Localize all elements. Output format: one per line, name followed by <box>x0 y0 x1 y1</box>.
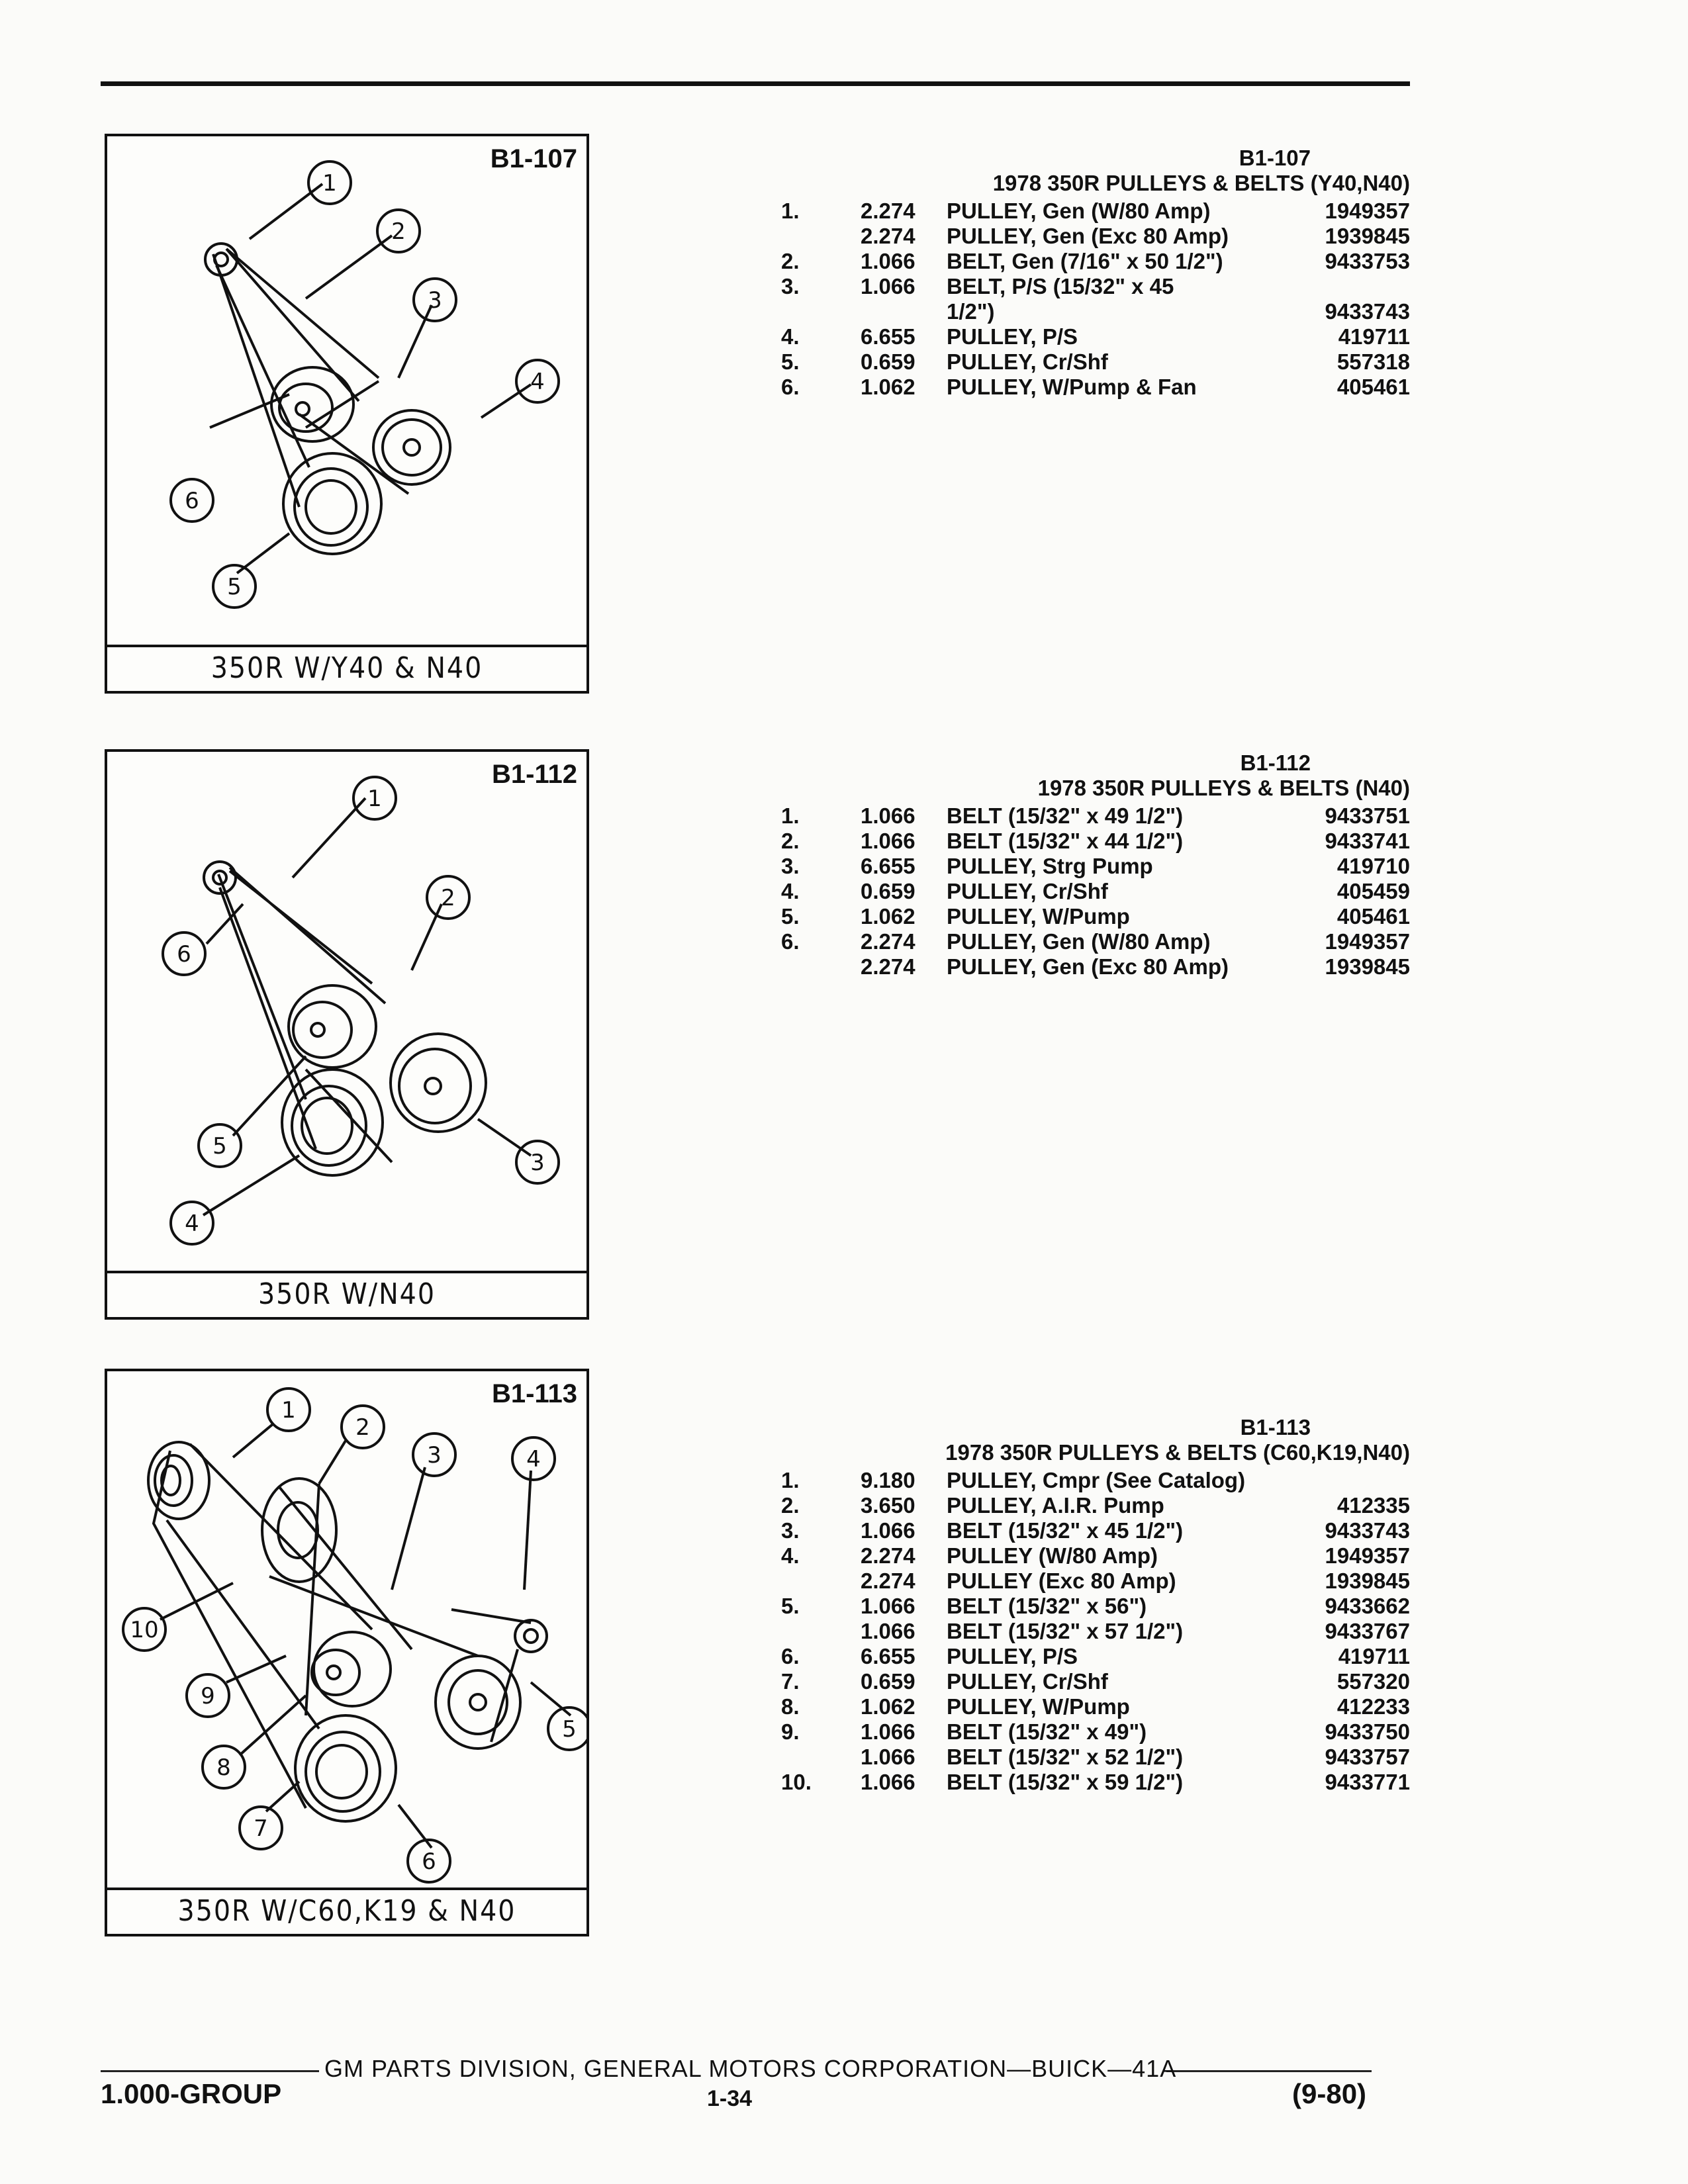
page-number: 1-34 <box>707 2086 753 2111</box>
parts-rows <box>781 1468 1410 1795</box>
callout-2: 2 <box>441 885 455 911</box>
group-number: 2.274 <box>861 1569 915 1593</box>
part-row <box>781 1669 1410 1694</box>
callout-6: 6 <box>185 488 199 514</box>
part-row <box>781 904 1410 929</box>
item-number: 3. <box>781 274 800 298</box>
part-row <box>781 879 1410 904</box>
group-number: 0.659 <box>861 349 915 374</box>
part-description: BELT (15/32" x 44 1/2") <box>947 829 1184 853</box>
item-number: 4. <box>781 1543 800 1568</box>
part-row <box>781 1594 1410 1619</box>
part-number: 1949357 <box>1321 929 1410 954</box>
figure-caption: 350R W/N40 <box>107 1271 586 1317</box>
part-row <box>781 1644 1410 1669</box>
figure-id: B1-107 <box>490 144 577 173</box>
part-number: 9433767 <box>1321 1619 1410 1644</box>
item-number: 2. <box>781 829 800 853</box>
item-number: 1. <box>781 803 800 828</box>
group-number: 1.066 <box>861 1594 915 1618</box>
callout-7: 7 <box>254 1815 268 1842</box>
part-number: 419711 <box>1335 1644 1410 1669</box>
callout-8: 8 <box>216 1754 231 1781</box>
figure-b1-107 <box>105 134 589 694</box>
group-number: 1.066 <box>861 249 915 273</box>
pulley-diagram <box>107 752 586 1317</box>
part-row <box>781 1543 1410 1569</box>
callout-5: 5 <box>212 1133 227 1160</box>
part-number: 1939845 <box>1321 954 1410 979</box>
part-number: 9433753 <box>1321 249 1410 274</box>
part-row <box>781 1493 1410 1518</box>
part-number: 9433751 <box>1321 803 1410 829</box>
part-number: 1939845 <box>1321 224 1410 249</box>
part-row <box>781 929 1410 954</box>
item-number: 4. <box>781 324 800 349</box>
parts-list-title: 1978 350R PULLEYS & BELTS (C60,K19,N40) <box>945 1440 1410 1465</box>
part-description: BELT, P/S (15/32" x 45 <box>947 274 1174 298</box>
footer-group: 1.000-GROUP <box>101 2078 282 2109</box>
part-row <box>781 829 1410 854</box>
part-number: 9433771 <box>1321 1770 1410 1795</box>
part-number: 9433741 <box>1321 829 1410 854</box>
parts-list-title: 1978 350R PULLEYS & BELTS (N40) <box>1037 776 1410 800</box>
group-number: 1.066 <box>861 803 915 828</box>
group-number: 1.066 <box>861 1518 915 1543</box>
part-number: 412233 <box>1333 1694 1410 1719</box>
part-description: PULLEY, Gen (Exc 80 Amp) <box>947 954 1229 979</box>
item-number: 7. <box>781 1669 800 1694</box>
parts-list-id: B1-112 <box>1240 751 1311 775</box>
part-description: PULLEY (W/80 Amp) <box>947 1543 1158 1568</box>
part-row <box>781 1619 1410 1644</box>
group-number: 2.274 <box>861 1543 915 1568</box>
part-number: 412335 <box>1333 1493 1410 1518</box>
part-row <box>781 1569 1410 1594</box>
callout-2: 2 <box>391 218 406 245</box>
group-number: 0.659 <box>861 879 915 903</box>
callout-9: 9 <box>201 1683 215 1709</box>
item-number: 1. <box>781 1468 800 1492</box>
part-number: 557320 <box>1333 1669 1410 1694</box>
part-description: PULLEY, P/S <box>947 1644 1078 1668</box>
group-number: 6.655 <box>861 1644 915 1668</box>
part-description: BELT (15/32" x 52 1/2") <box>947 1745 1184 1769</box>
callout-6: 6 <box>422 1848 436 1875</box>
item-number: 6. <box>781 375 800 399</box>
callout-5: 5 <box>227 574 242 600</box>
group-number: 2.274 <box>861 954 915 979</box>
part-description: PULLEY, Gen (W/80 Amp) <box>947 929 1211 954</box>
figure-caption: 350R W/C60,K19 & N40 <box>107 1888 586 1934</box>
item-number: 8. <box>781 1694 800 1719</box>
item-number: 1. <box>781 199 800 223</box>
footer-publisher: GM PARTS DIVISION, GENERAL MOTORS CORPORATION—BUICK—41A <box>324 2055 1177 2082</box>
group-number: 2.274 <box>861 199 915 223</box>
group-number: 1.062 <box>861 904 915 929</box>
part-description: PULLEY, Cr/Shf <box>947 879 1108 903</box>
part-row <box>781 1719 1410 1745</box>
group-number: 0.659 <box>861 1669 915 1694</box>
figure-id: B1-113 <box>492 1379 577 1408</box>
callout-4: 4 <box>526 1446 541 1473</box>
part-description: BELT (15/32" x 45 1/2") <box>947 1518 1184 1543</box>
part-row <box>781 854 1410 879</box>
part-description: PULLEY, W/Pump & Fan <box>947 375 1197 399</box>
part-description: BELT (15/32" x 57 1/2") <box>947 1619 1184 1643</box>
callout-3: 3 <box>428 287 442 314</box>
top-rule <box>101 81 1410 86</box>
part-number: 1949357 <box>1321 199 1410 224</box>
figure-b1-113 <box>105 1369 589 1936</box>
part-number: 405461 <box>1333 904 1410 929</box>
item-number: 6. <box>781 929 800 954</box>
part-description: PULLEY, W/Pump <box>947 904 1130 929</box>
part-row <box>781 954 1410 979</box>
part-description: PULLEY, P/S <box>947 324 1078 349</box>
part-number: 1939845 <box>1321 1569 1410 1594</box>
belt-drawing <box>107 136 586 642</box>
part-description: PULLEY, Gen (W/80 Amp) <box>947 199 1211 223</box>
part-number: 419710 <box>1333 854 1410 879</box>
group-number: 1.066 <box>861 1745 915 1769</box>
part-row <box>781 803 1410 829</box>
parts-list-id: B1-107 <box>1239 146 1311 170</box>
part-number: 9433757 <box>1321 1745 1410 1770</box>
item-number: 6. <box>781 1644 800 1668</box>
part-row <box>781 274 1410 299</box>
group-number: 6.655 <box>861 324 915 349</box>
item-number: 3. <box>781 1518 800 1543</box>
item-number: 2. <box>781 249 800 273</box>
part-row <box>781 299 1410 324</box>
group-number: 1.066 <box>861 1719 915 1744</box>
part-number: 405459 <box>1333 879 1410 904</box>
part-row <box>781 349 1410 375</box>
callout-1: 1 <box>367 786 382 812</box>
parts-list-b1-107 <box>781 146 1410 400</box>
callout-6: 6 <box>177 941 191 968</box>
figure-caption: 350R W/Y40 & N40 <box>107 645 586 691</box>
part-number: 1949357 <box>1321 1543 1410 1569</box>
part-number: 9433743 <box>1321 299 1410 324</box>
group-number: 9.180 <box>861 1468 915 1492</box>
callout-10: 10 <box>130 1617 159 1643</box>
part-row <box>781 375 1410 400</box>
group-number: 2.274 <box>861 224 915 248</box>
belt-drawing <box>107 1371 586 1885</box>
part-row <box>781 199 1410 224</box>
part-description: PULLEY, Gen (Exc 80 Amp) <box>947 224 1229 248</box>
group-number: 1.066 <box>861 1770 915 1794</box>
item-number: 5. <box>781 904 800 929</box>
group-number: 1.062 <box>861 375 915 399</box>
item-number: 5. <box>781 1594 800 1618</box>
part-row <box>781 1468 1410 1493</box>
callout-3: 3 <box>530 1150 545 1176</box>
group-number: 2.274 <box>861 929 915 954</box>
part-row <box>781 1694 1410 1719</box>
part-row <box>781 1745 1410 1770</box>
parts-list-b1-113 <box>781 1415 1410 1795</box>
part-description: PULLEY, Cr/Shf <box>947 349 1108 374</box>
part-number: 9433743 <box>1321 1518 1410 1543</box>
item-number: 5. <box>781 349 800 374</box>
part-description: PULLEY, Cmpr (See Catalog) <box>947 1468 1246 1492</box>
callout-4: 4 <box>530 369 545 395</box>
pulley-diagram <box>107 1371 586 1934</box>
part-row <box>781 224 1410 249</box>
parts-rows <box>781 803 1410 979</box>
callout-3: 3 <box>427 1442 442 1469</box>
part-description: BELT (15/32" x 59 1/2") <box>947 1770 1184 1794</box>
callout-5: 5 <box>562 1716 577 1743</box>
item-number: 10. <box>781 1770 812 1794</box>
part-description: 1/2") <box>947 299 995 324</box>
item-number: 9. <box>781 1719 800 1744</box>
part-number: 405461 <box>1333 375 1410 400</box>
figure-id: B1-112 <box>492 760 577 789</box>
group-number: 1.066 <box>861 829 915 853</box>
part-number: 419711 <box>1335 324 1410 349</box>
part-description: BELT (15/32" x 49 1/2") <box>947 803 1184 828</box>
item-number: 4. <box>781 879 800 903</box>
footer-rule-left <box>101 2070 319 2072</box>
callout-2: 2 <box>355 1414 370 1441</box>
group-number: 1.062 <box>861 1694 915 1719</box>
part-description: BELT (15/32" x 56") <box>947 1594 1147 1618</box>
part-number: 9433662 <box>1321 1594 1410 1619</box>
item-number: 2. <box>781 1493 800 1518</box>
item-number: 3. <box>781 854 800 878</box>
part-row <box>781 249 1410 274</box>
group-number: 3.650 <box>861 1493 915 1518</box>
part-description: PULLEY (Exc 80 Amp) <box>947 1569 1176 1593</box>
figure-b1-112 <box>105 749 589 1320</box>
part-description: BELT (15/32" x 49") <box>947 1719 1147 1744</box>
parts-list-title: 1978 350R PULLEYS & BELTS (Y40,N40) <box>992 171 1410 195</box>
part-description: PULLEY, Strg Pump <box>947 854 1153 878</box>
group-number: 1.066 <box>861 274 915 298</box>
parts-list-id: B1-113 <box>1240 1415 1311 1439</box>
callout-1: 1 <box>281 1397 296 1424</box>
parts-list-b1-112 <box>781 751 1410 979</box>
belt-drawing <box>107 752 586 1268</box>
part-row <box>781 1770 1410 1795</box>
part-description: BELT, Gen (7/16" x 50 1/2") <box>947 249 1223 273</box>
part-description: PULLEY, Cr/Shf <box>947 1669 1108 1694</box>
part-row <box>781 1518 1410 1543</box>
group-number: 6.655 <box>861 854 915 878</box>
footer-date: (9-80) <box>1292 2078 1367 2109</box>
part-number: 557318 <box>1333 349 1410 375</box>
group-number: 1.066 <box>861 1619 915 1643</box>
footer-rule-right <box>1166 2070 1372 2072</box>
part-description: PULLEY, A.I.R. Pump <box>947 1493 1164 1518</box>
parts-rows <box>781 199 1410 400</box>
pulley-diagram <box>107 136 586 691</box>
part-description: PULLEY, W/Pump <box>947 1694 1130 1719</box>
callout-4: 4 <box>185 1210 199 1237</box>
part-row <box>781 324 1410 349</box>
part-number: 9433750 <box>1321 1719 1410 1745</box>
callout-1: 1 <box>322 170 337 197</box>
